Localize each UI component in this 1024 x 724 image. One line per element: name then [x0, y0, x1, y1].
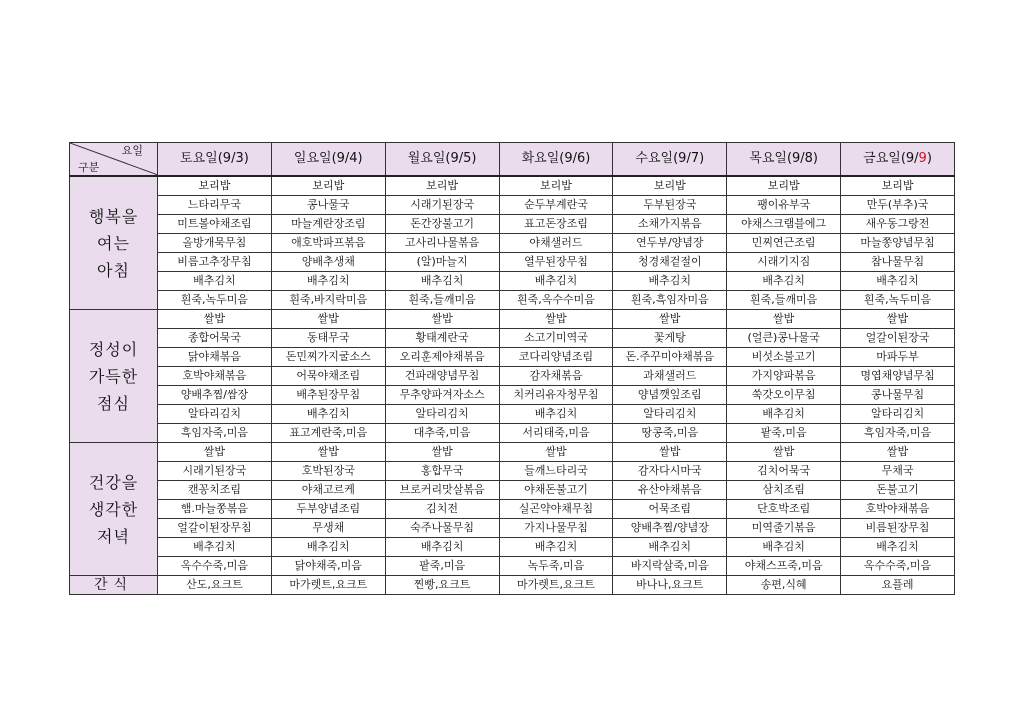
porridge-cell: 팥죽,미음 [727, 424, 841, 443]
day-header-fri: 금요일(9/9) [841, 143, 955, 177]
menu-cell: 돈.주꾸미야채볶음 [613, 348, 727, 367]
menu-cell: 배추된장무침 [271, 386, 385, 405]
menu-cell: 쌀밥 [385, 310, 499, 329]
menu-cell: 가지나물무침 [499, 519, 613, 538]
menu-cell: 올방개묵무침 [158, 234, 272, 253]
menu-cell: 숙주나물무침 [385, 519, 499, 538]
menu-cell: 감자다시마국 [613, 462, 727, 481]
meal-label-line: 행복을 [88, 206, 139, 226]
menu-cell: 호박된장국 [271, 462, 385, 481]
dinner-dish-row [70, 481, 955, 500]
breakfast-dish-row [70, 234, 955, 253]
snack-row [70, 576, 955, 595]
menu-cell: 쌀밥 [841, 310, 955, 329]
menu-cell: 미트볼야채조림 [158, 215, 272, 234]
breakfast-dish-row [70, 272, 955, 291]
menu-cell: 홍합무국 [385, 462, 499, 481]
category-axis-label: 구분 [78, 161, 100, 174]
porridge-cell: 흑임자죽,미음 [841, 424, 955, 443]
lunch-dish-row [70, 348, 955, 367]
menu-cell: 배추김치 [613, 272, 727, 291]
snack-cell: 송편,식혜 [727, 576, 841, 595]
menu-cell: 배추김치 [499, 272, 613, 291]
menu-cell: 쌀밥 [158, 443, 272, 462]
menu-cell: 삼치조림 [727, 481, 841, 500]
menu-cell: 팽이유부국 [727, 196, 841, 215]
menu-cell: 배추김치 [499, 405, 613, 424]
menu-cell: 무채국 [841, 462, 955, 481]
menu-cell: 콩나물무침 [841, 386, 955, 405]
breakfast-dish-row [70, 253, 955, 272]
table-corner-cell [70, 143, 158, 177]
weekly-meal-table [69, 142, 955, 595]
menu-cell: 캔꽁치조림 [158, 481, 272, 500]
menu-cell: 비섯소불고기 [727, 348, 841, 367]
porridge-cell: 흰죽,바지락미음 [271, 291, 385, 310]
menu-cell: 두부양념조림 [271, 500, 385, 519]
menu-cell: 야채샐러드 [499, 234, 613, 253]
menu-cell: 보리밥 [499, 176, 613, 196]
meal-label-line: 여는 [97, 233, 130, 253]
menu-cell: 배추김치 [158, 272, 272, 291]
menu-cell: 고사리나물볶음 [385, 234, 499, 253]
menu-cell: 배추김치 [613, 538, 727, 557]
menu-cell: 콩나물국 [271, 196, 385, 215]
menu-cell: 배추김치 [727, 405, 841, 424]
menu-cell: 유산야채볶음 [613, 481, 727, 500]
menu-cell: 쌀밥 [158, 310, 272, 329]
menu-cell: 알타리김치 [841, 405, 955, 424]
menu-cell: 보리밥 [613, 176, 727, 196]
menu-cell: 김치어묵국 [727, 462, 841, 481]
highlighted-date-digit: 9 [918, 151, 927, 166]
menu-cell: 호박야채볶음 [158, 367, 272, 386]
snack-cell: 찐빵,요크트 [385, 576, 499, 595]
menu-cell: 쑥갓오이무침 [727, 386, 841, 405]
day-header-mon: 월요일(9/5) [385, 143, 499, 177]
meal-label-line: 아침 [97, 260, 130, 280]
breakfast-meal-label [70, 176, 158, 310]
menu-cell: 쌀밥 [271, 310, 385, 329]
menu-cell: 소채가지볶음 [613, 215, 727, 234]
menu-cell: 마늘쫑양념무침 [841, 234, 955, 253]
porridge-cell: 땅콩죽,미음 [613, 424, 727, 443]
menu-cell: 보리밥 [841, 176, 955, 196]
menu-cell: 어묵조림 [613, 500, 727, 519]
day-header-tue: 화요일(9/6) [499, 143, 613, 177]
menu-cell: 마파두부 [841, 348, 955, 367]
meal-label-line: 저녁 [97, 526, 130, 546]
menu-cell: 배추김치 [727, 538, 841, 557]
menu-cell: 가지양파볶음 [727, 367, 841, 386]
lunch-dish-row [70, 310, 955, 329]
menu-cell: 민찌연근조림 [727, 234, 841, 253]
porridge-cell: 흑임자죽,미음 [158, 424, 272, 443]
menu-cell: 야채고르케 [271, 481, 385, 500]
menu-cell: 비름된장무침 [841, 519, 955, 538]
dinner-dish-row [70, 538, 955, 557]
breakfast-dish-row [70, 176, 955, 196]
meal-label-line: 점심 [97, 393, 130, 413]
menu-cell: 황태계란국 [385, 329, 499, 348]
menu-cell: 돈민찌가지굴소스 [271, 348, 385, 367]
meal-label-line: 건강을 [88, 472, 139, 492]
menu-cell: 명엽채양념무침 [841, 367, 955, 386]
menu-cell: 실곤약야채무침 [499, 500, 613, 519]
menu-cell: 종합어묵국 [158, 329, 272, 348]
menu-cell: 소고기미역국 [499, 329, 613, 348]
menu-cell: 닭야채볶음 [158, 348, 272, 367]
menu-cell: 배추김치 [158, 538, 272, 557]
lunch-porridge-row [70, 424, 955, 443]
lunch-dish-row [70, 329, 955, 348]
menu-cell: 시래기된장국 [385, 196, 499, 215]
menu-cell: 시래기지짐 [727, 253, 841, 272]
menu-cell: 돈불고기 [841, 481, 955, 500]
lunch-dish-row [70, 386, 955, 405]
menu-cell: 얼갈이된장국 [841, 329, 955, 348]
menu-cell: 쌀밥 [613, 443, 727, 462]
dinner-porridge-row [70, 557, 955, 576]
menu-cell: 청경채겉절이 [613, 253, 727, 272]
menu-cell: 코다리양념조림 [499, 348, 613, 367]
menu-cell: 새우동그랑전 [841, 215, 955, 234]
menu-cell: 보리밥 [385, 176, 499, 196]
meal-label-line: 생각한 [88, 499, 139, 519]
menu-cell: 표고돈장조림 [499, 215, 613, 234]
menu-cell: 양배추생채 [271, 253, 385, 272]
menu-cell: 알타리김치 [385, 405, 499, 424]
snack-cell: 산도,요크트 [158, 576, 272, 595]
menu-cell: 쌀밥 [271, 443, 385, 462]
porridge-cell: 흰죽,들깨미음 [727, 291, 841, 310]
menu-cell: 들깨느타리국 [499, 462, 613, 481]
menu-cell: 순두부계란국 [499, 196, 613, 215]
dinner-dish-row [70, 462, 955, 481]
menu-cell: 마늘계란장조림 [271, 215, 385, 234]
snack-cell: 바나나,요크트 [613, 576, 727, 595]
menu-cell: 배추김치 [841, 538, 955, 557]
menu-cell: 쌀밥 [385, 443, 499, 462]
porridge-cell: 팥죽,미음 [385, 557, 499, 576]
porridge-cell: 닭야채죽,미음 [271, 557, 385, 576]
menu-cell: 돈간장불고기 [385, 215, 499, 234]
porridge-cell: 흰죽,들깨미음 [385, 291, 499, 310]
snack-cell: 요플레 [841, 576, 955, 595]
day-header-sat: 토요일(9/3) [158, 143, 272, 177]
menu-cell: 비름고추장무침 [158, 253, 272, 272]
menu-cell: 만두(부추)국 [841, 196, 955, 215]
porridge-cell: 표고계란죽,미음 [271, 424, 385, 443]
menu-cell: 애호박파프볶음 [271, 234, 385, 253]
menu-cell: 과채샐러드 [613, 367, 727, 386]
day-header-thu: 목요일(9/8) [727, 143, 841, 177]
meal-label-line: 가득한 [88, 366, 139, 386]
menu-cell: 브로커리맛살볶음 [385, 481, 499, 500]
menu-cell: 보리밥 [271, 176, 385, 196]
menu-cell: 무추양파겨자소스 [385, 386, 499, 405]
menu-cell: 얼갈이된장무침 [158, 519, 272, 538]
lunch-dish-row [70, 367, 955, 386]
menu-cell: 쌀밥 [841, 443, 955, 462]
breakfast-dish-row [70, 215, 955, 234]
snack-cell: 마가렛트,요크트 [271, 576, 385, 595]
menu-cell: 연두부/양념장 [613, 234, 727, 253]
menu-cell: 무생채 [271, 519, 385, 538]
menu-cell: 느타리무국 [158, 196, 272, 215]
menu-cell: 열무된장무침 [499, 253, 613, 272]
menu-cell: 동태무국 [271, 329, 385, 348]
day-header-row [70, 143, 955, 177]
menu-cell: 건파래양념무침 [385, 367, 499, 386]
porridge-cell: 대추죽,미음 [385, 424, 499, 443]
menu-cell: 알타리김치 [158, 405, 272, 424]
menu-cell: 김치전 [385, 500, 499, 519]
menu-cell: 배추김치 [841, 272, 955, 291]
menu-cell: 치커리유자청무침 [499, 386, 613, 405]
menu-cell: 미역줄기볶음 [727, 519, 841, 538]
menu-cell: 야채스크램블에그 [727, 215, 841, 234]
meal-label-line: 정성이 [88, 339, 139, 359]
menu-body [70, 176, 955, 595]
menu-cell: 쌀밥 [499, 310, 613, 329]
porridge-cell: 서리태죽,미음 [499, 424, 613, 443]
snack-cell: 마가렛트,요크트 [499, 576, 613, 595]
menu-cell: 배추김치 [499, 538, 613, 557]
menu-cell: 쌀밥 [613, 310, 727, 329]
porridge-cell: 흰죽,흑임자미음 [613, 291, 727, 310]
menu-cell: 쌀밥 [727, 443, 841, 462]
porridge-cell: 야채스프죽,미음 [727, 557, 841, 576]
menu-cell: 참나물무침 [841, 253, 955, 272]
menu-cell: 보리밥 [158, 176, 272, 196]
day-header-wed: 수요일(9/7) [613, 143, 727, 177]
menu-cell: 시래기된장국 [158, 462, 272, 481]
dinner-dish-row [70, 443, 955, 462]
menu-cell: 꽃게탕 [613, 329, 727, 348]
menu-cell: 알타리김치 [613, 405, 727, 424]
dinner-dish-row [70, 519, 955, 538]
porridge-cell: 흰죽,녹두미음 [158, 291, 272, 310]
lunch-dish-row [70, 405, 955, 424]
menu-cell: 단호박조림 [727, 500, 841, 519]
snack-label: 간식 [70, 576, 158, 595]
menu-cell: 쌀밥 [499, 443, 613, 462]
porridge-cell: 바지락살죽,미음 [613, 557, 727, 576]
dinner-dish-row [70, 500, 955, 519]
menu-cell: 배추김치 [385, 272, 499, 291]
porridge-cell: 흰죽,옥수수미음 [499, 291, 613, 310]
menu-cell: 배추김치 [727, 272, 841, 291]
dinner-meal-label [70, 443, 158, 576]
day-axis-label: 요일 [121, 144, 143, 157]
menu-cell: 쌀밥 [727, 310, 841, 329]
breakfast-porridge-row [70, 291, 955, 310]
menu-cell: 양배추찜/쌈장 [158, 386, 272, 405]
menu-cell: 오리훈제야채볶음 [385, 348, 499, 367]
menu-cell: 감자채볶음 [499, 367, 613, 386]
menu-cell: (얼큰)콩나물국 [727, 329, 841, 348]
menu-cell: 배추김치 [271, 538, 385, 557]
day-header-sun: 일요일(9/4) [271, 143, 385, 177]
menu-cell: 어묵야채조림 [271, 367, 385, 386]
menu-cell: (알)마늘지 [385, 253, 499, 272]
menu-cell: 배추김치 [271, 405, 385, 424]
menu-cell: 양배추찜/양념장 [613, 519, 727, 538]
lunch-meal-label [70, 310, 158, 443]
menu-cell: 배추김치 [385, 538, 499, 557]
menu-cell: 두부된장국 [613, 196, 727, 215]
menu-cell: 호박야채볶음 [841, 500, 955, 519]
menu-cell: 양념깻잎조림 [613, 386, 727, 405]
porridge-cell: 옥수수죽,미음 [841, 557, 955, 576]
porridge-cell: 옥수수죽,미음 [158, 557, 272, 576]
menu-cell: 야채돈불고기 [499, 481, 613, 500]
porridge-cell: 녹두죽,미음 [499, 557, 613, 576]
breakfast-dish-row [70, 196, 955, 215]
menu-cell: 배추김치 [271, 272, 385, 291]
menu-cell: 햄.마늘쫑볶음 [158, 500, 272, 519]
porridge-cell: 흰죽,녹두미음 [841, 291, 955, 310]
menu-cell: 보리밥 [727, 176, 841, 196]
